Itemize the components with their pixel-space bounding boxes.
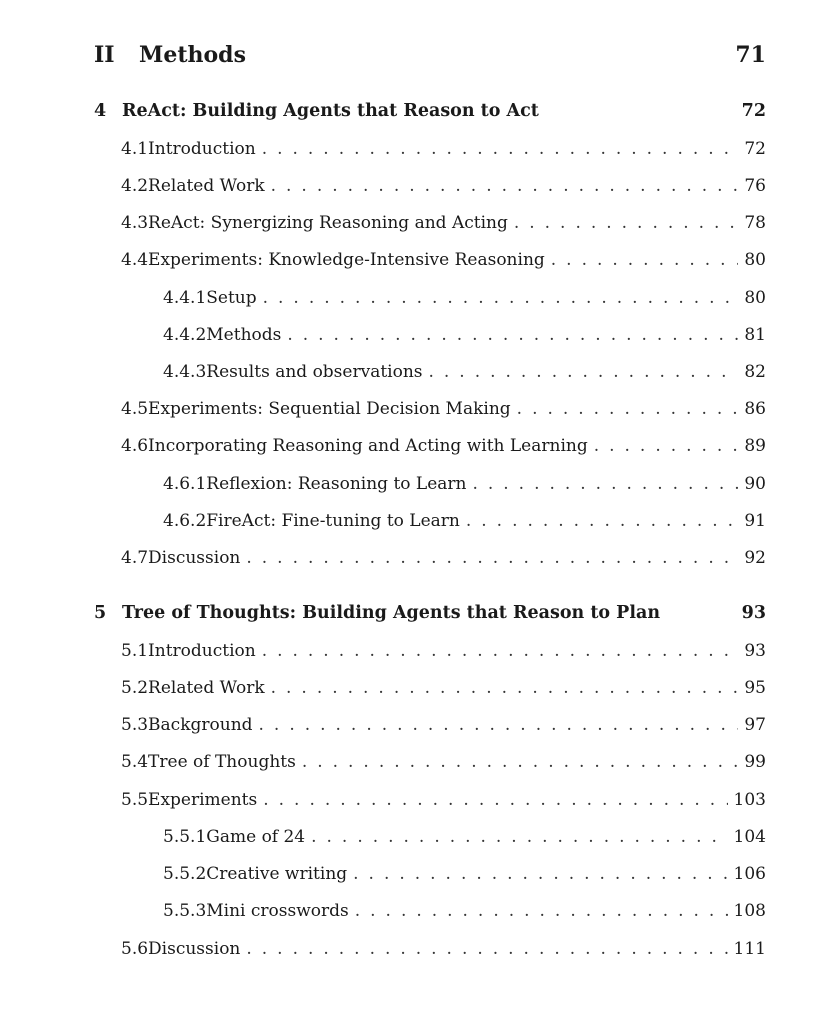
dot-leader (246, 939, 727, 959)
entry-number: 5.2 (121, 678, 149, 698)
toc-entry[interactable] (163, 827, 766, 847)
dot-leader (551, 250, 739, 270)
entry-number: 4.4 (121, 250, 149, 270)
toc-entry[interactable] (163, 288, 766, 308)
dot-leader (271, 678, 739, 698)
dot-leader (302, 752, 739, 772)
entry-page: 78 (744, 213, 766, 233)
entry-title: Experiments (148, 790, 258, 810)
entry-page: 80 (744, 250, 766, 270)
dot-leader (353, 864, 727, 884)
entry-title: Discussion (148, 939, 241, 959)
dot-leader (429, 362, 739, 382)
chapter-page: 72 (741, 101, 766, 121)
entry-page: 90 (744, 474, 766, 494)
dot-leader (259, 715, 739, 735)
dot-leader (517, 399, 739, 419)
entry-page: 111 (733, 939, 766, 959)
entry-title: FireAct: Fine-tuning to Learn (206, 511, 460, 531)
toc-entry[interactable] (121, 715, 766, 735)
entry-number: 4.1 (121, 139, 149, 159)
entry-page: 103 (733, 790, 766, 810)
entry-title: Mini crosswords (206, 901, 349, 921)
entry-page: 91 (744, 511, 766, 531)
chapter-title: ReAct: Building Agents that Reason to Act (122, 101, 539, 121)
chapter-title: Tree of Thoughts: Building Agents that Reason to Plan (122, 603, 661, 623)
toc-entry[interactable] (121, 399, 766, 419)
entry-page: 97 (744, 715, 766, 735)
part-number: II (94, 42, 115, 68)
entry-number: 4.2 (121, 176, 149, 196)
entry-number: 4.5 (121, 399, 149, 419)
entry-title: Introduction (148, 139, 256, 159)
entry-number: 5.5.1 (163, 827, 207, 847)
toc-entry[interactable] (121, 790, 766, 810)
entry-title: Tree of Thoughts (148, 752, 296, 772)
entry-title: Introduction (148, 641, 256, 661)
entry-number: 4.6 (121, 436, 149, 456)
entry-number: 4.4.2 (163, 325, 207, 345)
entry-number: 4.4.1 (163, 288, 207, 308)
dot-leader (262, 641, 739, 661)
entry-page: 82 (744, 362, 766, 382)
part-heading (94, 42, 766, 68)
entry-title: Related Work (148, 176, 265, 196)
chapter-number: 4 (94, 101, 107, 121)
entry-number: 5.6 (121, 939, 149, 959)
dot-leader (355, 901, 728, 921)
part-title: Methods (139, 42, 246, 68)
toc-entry[interactable] (163, 864, 766, 884)
entry-number: 5.3 (121, 715, 149, 735)
entry-number: 4.6.1 (163, 474, 207, 494)
chapter-page: 93 (741, 603, 766, 623)
entry-page: 99 (744, 752, 766, 772)
toc-entry[interactable] (163, 474, 766, 494)
entry-title: Background (148, 715, 253, 735)
entry-page: 95 (744, 678, 766, 698)
dot-leader (262, 139, 739, 159)
dot-leader (594, 436, 739, 456)
dot-leader (263, 288, 739, 308)
entry-title: Experiments: Sequential Decision Making (148, 399, 511, 419)
toc-entry[interactable] (121, 548, 766, 568)
toc-entry[interactable] (121, 678, 766, 698)
entry-page: 106 (733, 864, 766, 884)
entry-title: Incorporating Reasoning and Acting with Learning (148, 436, 588, 456)
entry-page: 89 (744, 436, 766, 456)
entry-title: Creative writing (206, 864, 348, 884)
toc-entry[interactable] (163, 901, 766, 921)
chapter-heading[interactable] (94, 101, 766, 121)
entry-page: 93 (744, 641, 766, 661)
entry-title: Experiments: Knowledge-Intensive Reasoning (148, 250, 545, 270)
entry-title: Game of 24 (206, 827, 306, 847)
toc-entry[interactable] (121, 752, 766, 772)
toc-entry[interactable] (163, 325, 766, 345)
entry-title: Related Work (148, 678, 265, 698)
entry-number: 4.6.2 (163, 511, 207, 531)
entry-page: 92 (744, 548, 766, 568)
entry-title: Reflexion: Reasoning to Learn (206, 474, 467, 494)
entry-page: 81 (744, 325, 766, 345)
entry-number: 5.5.2 (163, 864, 207, 884)
entry-title: Methods (206, 325, 282, 345)
dot-leader (287, 325, 738, 345)
entry-page: 80 (744, 288, 766, 308)
entry-number: 4.7 (121, 548, 149, 568)
toc-entry[interactable] (121, 939, 766, 959)
toc-entry[interactable] (121, 436, 766, 456)
entry-number: 5.5 (121, 790, 149, 810)
entry-number: 5.5.3 (163, 901, 207, 921)
entry-title: Discussion (148, 548, 241, 568)
entry-page: 104 (733, 827, 766, 847)
toc-entry[interactable] (121, 250, 766, 270)
toc-entry[interactable] (163, 362, 766, 382)
entry-page: 86 (744, 399, 766, 419)
dot-leader (466, 511, 738, 531)
toc-entry[interactable] (121, 176, 766, 196)
entry-page: 76 (744, 176, 766, 196)
part-page: 71 (735, 42, 766, 68)
dot-leader (311, 827, 727, 847)
entry-number: 5.4 (121, 752, 149, 772)
entry-number: 4.3 (121, 213, 149, 233)
entry-number: 5.1 (121, 641, 149, 661)
entry-page: 72 (744, 139, 766, 159)
dot-leader (271, 176, 739, 196)
entry-page: 108 (733, 901, 766, 921)
toc-entry[interactable] (121, 139, 766, 159)
entry-title: Setup (206, 288, 257, 308)
entry-title: Results and observations (206, 362, 423, 382)
toc-entry[interactable] (163, 511, 766, 531)
dot-leader (472, 474, 738, 494)
chapter-heading[interactable] (94, 603, 766, 623)
entry-title: ReAct: Synergizing Reasoning and Acting (148, 213, 508, 233)
dot-leader (514, 213, 739, 233)
dot-leader (246, 548, 738, 568)
toc-entry[interactable] (121, 213, 766, 233)
toc-entry[interactable] (121, 641, 766, 661)
dot-leader (263, 790, 727, 810)
entry-number: 4.4.3 (163, 362, 207, 382)
chapter-number: 5 (94, 603, 107, 623)
